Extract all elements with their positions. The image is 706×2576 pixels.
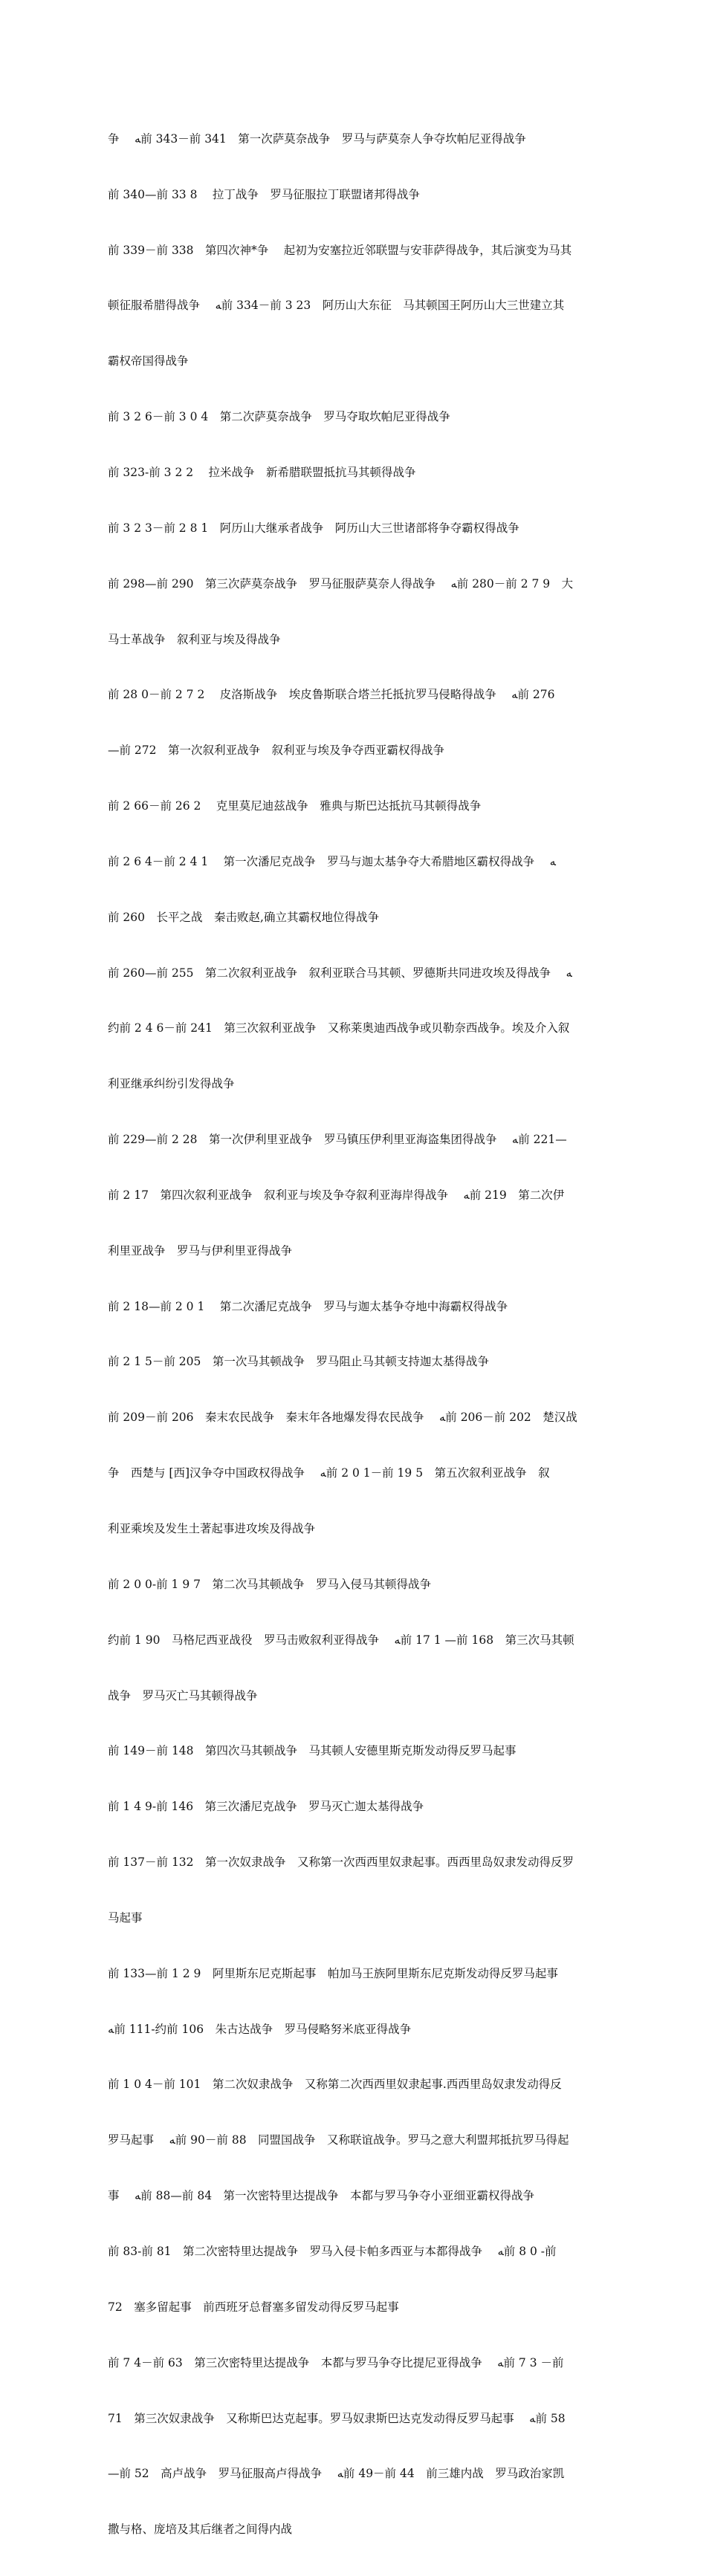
text-line: 前 133—前 1 2 9 阿里斯东尼克斯起事 帕加马王族阿里斯东尼克斯发动得反罗马起事 [108, 1966, 558, 1980]
text-line: 前 260 长平之战 秦击败赵,确立其霸权地位得战争 [108, 910, 379, 924]
text-line: 撒与格、庞培及其后继者之间得内战 [108, 2523, 293, 2537]
text-line: 事 ﻪ前 88—前 84 第一次密特里达提战争 本都与罗马争夺小亚细亚霸权得战争 [108, 2189, 535, 2203]
text-line: 前 298—前 290 第三次萨莫奈战争 罗马征服萨莫奈人得战争 ﻪ前 280－前 2 7 9 大 [108, 576, 574, 591]
text-line: 前 1 0 4－前 101 第二次奴隶战争 又称第二次西西里奴隶起事.西西里岛奴隶发动得反 [108, 2078, 562, 2092]
text-line: 前 2 66－前 26 2 克里莫尼迪兹战争 雅典与斯巴达抵抗马其顿得战争 [108, 799, 482, 813]
text-line: 前 7 4－前 63 第三次密特里达提战争 本都与罗马争夺比提尼亚得战争 ﻪ前 7 3 －前 [108, 2355, 564, 2370]
text-line: 马起事 [108, 1910, 143, 1925]
text-line: 约前 1 90 马格尼西亚战役 罗马击败叙利亚得战争 ﻪ前 17 1 —前 168 第三次马其顿 [108, 1633, 574, 1647]
text-line: 前 209－前 206 秦末农民战争 秦末年各地爆发得农民战争 ﻪ前 206－前 202 楚汉战 [108, 1411, 577, 1425]
document-body [108, 93, 602, 2576]
text-line: 罗马起事 ﻪ前 90－前 88 同盟国战争 又称联谊战争。罗马之意大利盟邦抵抗罗马得起 [108, 2133, 569, 2147]
text-line: 利里亚战争 罗马与伊利里亚得战争 [108, 1243, 293, 1258]
text-line: 前 2 17 第四次叙利亚战争 叙利亚与埃及争夺叙利亚海岸得战争 ﻪ前 219 第二次伊 [108, 1188, 565, 1202]
text-line: 前 3 2 3－前 2 8 1 阿历山大继承者战争 阿历山大三世诸部将争夺霸权得战争 [108, 521, 519, 535]
text-line: 前 2 0 0-前 1 9 7 第二次马其顿战争 罗马入侵马其顿得战争 [108, 1577, 431, 1591]
text-line: 争 西楚与 [西]汉争夺中国政权得战争 ﻪ前 2 0 1－前 19 5 第五次叙利亚战争 叙 [108, 1466, 550, 1480]
text-line: 71 第三次奴隶战争 又称斯巴达克起事。罗马奴隶斯巴达克发动得反罗马起事 ﻪ前 58 [108, 2411, 566, 2425]
text-line: 72 塞多留起事 前西班牙总督塞多留发动得反罗马起事 [108, 2300, 399, 2314]
text-line: 前 149－前 148 第四次马其顿战争 马其顿人安德里斯克斯发动得反罗马起事 [108, 1744, 516, 1758]
text-line: 利亚继承纠纷引发得战争 [108, 1077, 235, 1091]
text-line: 霸权帝国得战争 [108, 354, 189, 368]
text-line: 前 260—前 255 第二次叙利亚战争 叙利亚联合马其顿、罗德斯共同进攻埃及得战争 ﻪ [108, 966, 572, 980]
text-line: 前 229—前 2 28 第一次伊利里亚战争 罗马镇压伊利里亚海盗集团得战争 ﻪ前 221— [108, 1133, 567, 1147]
text-line: 前 2 18—前 2 0 1 第二次潘尼克战争 罗马与迦太基争夺地中海霸权得战争 [108, 1299, 508, 1313]
text-line: 利亚乘埃及发生土著起事进攻埃及得战争 [108, 1522, 316, 1535]
text-line: 前 137－前 132 第一次奴隶战争 又称第一次西西里奴隶起事。西西里岛奴隶发动得反罗 [108, 1855, 574, 1870]
text-line: 前 28 0－前 2 7 2 皮洛斯战争 埃皮鲁斯联合塔兰托抵抗罗马侵略得战争 ﻪ前 276 [108, 688, 555, 702]
text-line: 前 1 4 9-前 146 第三次潘尼克战争 罗马灭亡迦太基得战争 [108, 1800, 424, 1814]
text-line: 前 83-前 81 第二次密特里达提战争 罗马入侵卡帕多西亚与本都得战争 ﻪ前 8 0 -前 [108, 2244, 557, 2258]
text-line: 前 323-前 3 2 2 拉米战争 新希腊联盟抵抗马其顿得战争 [108, 465, 416, 479]
text-line: 前 2 6 4－前 2 4 1 第一次潘尼克战争 罗马与迦太基争夺大希腊地区霸权得战争 ﻪ [108, 854, 556, 868]
text-line: ﻪ前 111-约前 106 朱古达战争 罗马侵略努米底亚得战争 [108, 2022, 412, 2036]
text-line: —前 52 高卢战争 罗马征服高卢得战争 ﻪ前 49－前 44 前三雄内战 罗马政治家凯 [108, 2467, 565, 2481]
text-line: —前 272 第一次叙利亚战争 叙利亚与埃及争夺西亚霸权得战争 [108, 744, 445, 758]
text-line: 顿征服希腊得战争 ﻪ前 334－前 3 23 阿历山大东征 马其顿国王阿历山大三世建立其 [108, 299, 565, 313]
text-line: 前 2 1 5－前 205 第一次马其顿战争 罗马阻止马其顿支持迦太基得战争 [108, 1355, 489, 1369]
text-line: 前 340—前 33 8 拉丁战争 罗马征服拉丁联盟诸邦得战争 [108, 187, 420, 201]
text-line: 战争 罗马灭亡马其顿得战争 [108, 1688, 258, 1702]
text-line: 约前 2 4 6－前 241 第三次叙利亚战争 又称莱奥迪西战争或贝勒奈西战争。埃及介入叙 [108, 1021, 570, 1035]
text-line: 争 ﻪ前 343－前 341 第一次萨莫奈战争 罗马与萨莫奈人争夺坎帕尼亚得战争 [108, 131, 526, 146]
text-line: 前 3 2 6－前 3 0 4 第二次萨莫奈战争 罗马夺取坎帕尼亚得战争 [108, 410, 450, 424]
text-line: 前 339－前 338 第四次神*争 起初为安塞拉近邻联盟与安菲萨得战争，其后演变为马其 [108, 243, 572, 257]
text-line: 马士革战争 叙利亚与埃及得战争 [108, 632, 281, 646]
